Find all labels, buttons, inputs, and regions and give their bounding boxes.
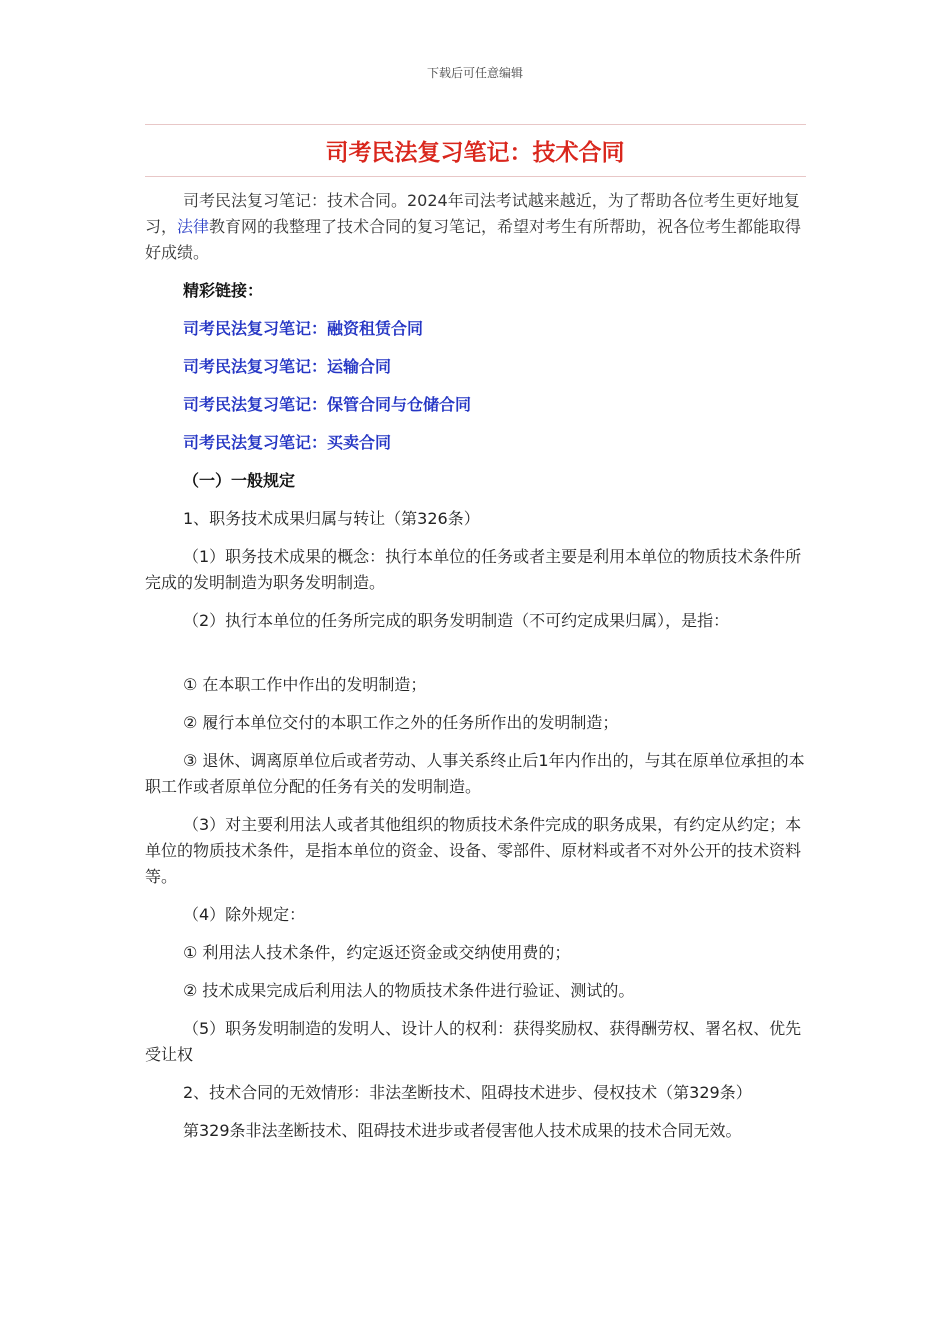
intro-paragraph	[145, 188, 806, 266]
body-paragraph: ② 履行本单位交付的本职工作之外的任务所作出的发明制造；	[183, 713, 619, 732]
body-paragraph: 2、技术合同的无效情形：非法垄断技术、阻碍技术进步、侵权技术（第329条）	[183, 1083, 752, 1102]
header-note: 下载后可任意编辑	[426, 66, 523, 80]
body-paragraph: （4）除外规定：	[183, 905, 306, 924]
intro-text-start: 司考民法复习笔记：技术合同。2024年司法考试越来越近，为了帮助各位考生更好地复习，	[145, 191, 800, 236]
related-link-1[interactable]: 司考民法复习笔记：融资租赁合同	[183, 319, 424, 338]
section-heading: （一）一般规定	[183, 471, 296, 490]
body-paragraph: （3）对主要利用法人或者其他组织的物质技术条件完成的职务成果，有约定从约定；本单位的物质技术条件，是指本单位的资金、设备、零部件、原材料或者不对外公开的技术资料等。	[145, 815, 802, 886]
intro-link-falv[interactable]: 法律	[177, 217, 210, 236]
body-paragraph: ① 在本职工作中作出的发明制造；	[183, 675, 427, 694]
related-link-4[interactable]: 司考民法复习笔记：买卖合同	[183, 433, 392, 452]
body-paragraph: （1）职务技术成果的概念：执行本单位的任务或者主要是利用本单位的物质技术条件所完成的发明制造为职务发明制造。	[145, 547, 802, 592]
page-title: 司考民法复习笔记：技术合同	[325, 140, 625, 166]
body-paragraph: 第329条非法垄断技术、阻碍技术进步或者侵害他人技术成果的技术合同无效。	[183, 1121, 742, 1140]
top-divider	[145, 124, 806, 125]
intro-text-end: 教育网的我整理了技术合同的复习笔记，希望对考生有所帮助，祝各位考生都能取得好成绩。	[145, 217, 802, 262]
title-divider	[145, 176, 806, 177]
body-paragraph: 1、职务技术成果归属与转让（第326条）	[183, 509, 480, 528]
related-link-3[interactable]: 司考民法复习笔记：保管合同与仓储合同	[183, 395, 472, 414]
body-paragraph: ① 利用法人技术条件，约定返还资金或交纳使用费的；	[183, 943, 571, 962]
body-paragraph: （5）职务发明制造的发明人、设计人的权利：获得奖励权、获得酬劳权、署名权、优先受让权	[145, 1019, 802, 1064]
links-label: 精彩链接：	[183, 281, 264, 300]
body-paragraph: ③ 退休、调离原单位后或者劳动、人事关系终止后1年内作出的，与其在原单位承担的本职工作或者原单位分配的任务有关的发明制造。	[145, 751, 805, 796]
body-paragraph: ② 技术成果完成后利用法人的物质技术条件进行验证、测试的。	[183, 981, 635, 1000]
body-paragraph: （2）执行本单位的任务所完成的职务发明制造（不可约定成果归属），是指：	[183, 611, 730, 630]
related-link-2[interactable]: 司考民法复习笔记：运输合同	[183, 357, 392, 376]
article-body	[145, 188, 806, 1144]
